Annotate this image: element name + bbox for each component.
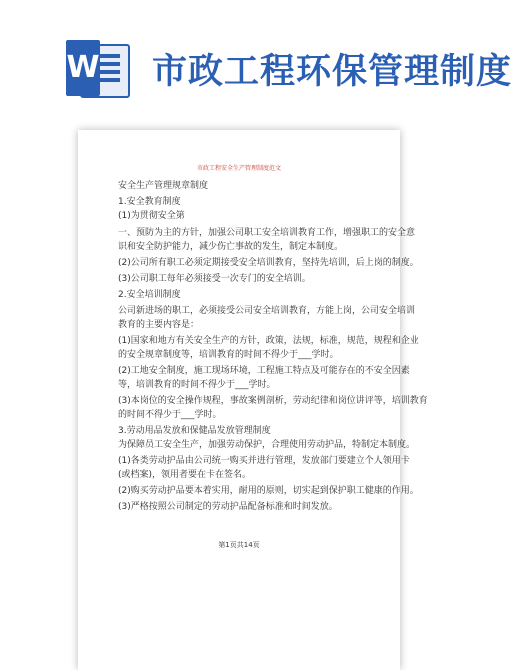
doc-paragraph-line: (1)各类劳动护品由公司统一购买并进行管理，发放部门要建立个人领用卡: [118, 456, 410, 466]
doc-paragraph-line: 识和安全防护能力，减少伤亡事故的发生，制定本制度。: [118, 242, 344, 252]
doc-heading: 安全生产管理规章制度: [118, 181, 209, 191]
doc-paragraph-line: (2)工地安全制度，施工现场环境，工程施工特点及可能存在的不安全因素: [118, 366, 410, 376]
doc-paragraph-line: 教育的主要内容是：: [118, 320, 200, 330]
doc-section-title: 1.安全教育制度: [118, 197, 181, 207]
doc-section-title: 3.劳动用品发放和保健品发放管理制度: [118, 426, 271, 436]
banner: [0, 0, 512, 118]
doc-paragraph-line: 公司新进场的职工，必须接受公司安全培训教育，方能上岗，公司安全培训: [118, 306, 416, 316]
doc-paragraph-line: 为保障员工安全生产，加强劳动保护，合理使用劳动护品，特制定本制度。: [118, 440, 416, 450]
doc-paragraph-line: (2)公司所有职工必须定期接受安全培训教育，坚持先培训，后上岗的制度。: [118, 258, 419, 268]
doc-paragraph-line: (3)严格按照公司制定的劳动护品配备标准和时间发放。: [118, 502, 338, 512]
doc-paragraph-line: 等，培训教育的时间不得少于___学时。: [118, 380, 276, 390]
doc-paragraph-line: (1)为贯彻安全第: [118, 211, 185, 221]
document-page: [78, 130, 428, 670]
page-number: 第1页共14页: [218, 541, 260, 549]
doc-paragraph-line: (1)国家和地方有关安全生产的方针，政策，法规，标准，规范，规程和企业: [118, 336, 419, 346]
doc-paragraph-line: (3)公司职工每年必须接受一次专门的安全培训。: [118, 274, 311, 284]
doc-paragraph-line: 一、预防为主的方针，加强公司职工安全培训教育工作，增强职工的安全意: [118, 228, 416, 238]
doc-section-title: 2.安全培训制度: [118, 290, 181, 300]
word-document-icon: [66, 40, 130, 96]
doc-paragraph-line: (2)购买劳动护品要本着实用，耐用的原则，切实起到保护职工健康的作用。: [118, 486, 419, 496]
document-header: 市政工程安全生产管理制度范文: [196, 165, 281, 172]
doc-paragraph-line: 的安全规章制度等，培训教育的时间不得少于___学时。: [118, 350, 339, 360]
doc-paragraph-line: (或档案)，领用者要在卡在签名。: [118, 470, 252, 480]
doc-paragraph-line: 的时间不得少于___学时。: [118, 410, 222, 420]
word-logo-letter: W: [66, 40, 100, 96]
doc-paragraph-line: (3)本岗位的安全操作规程，事故案例剖析，劳动纪律和岗位讲评等，培训教育: [118, 396, 428, 406]
banner-title: 市政工程环保管理制度: [152, 52, 512, 92]
